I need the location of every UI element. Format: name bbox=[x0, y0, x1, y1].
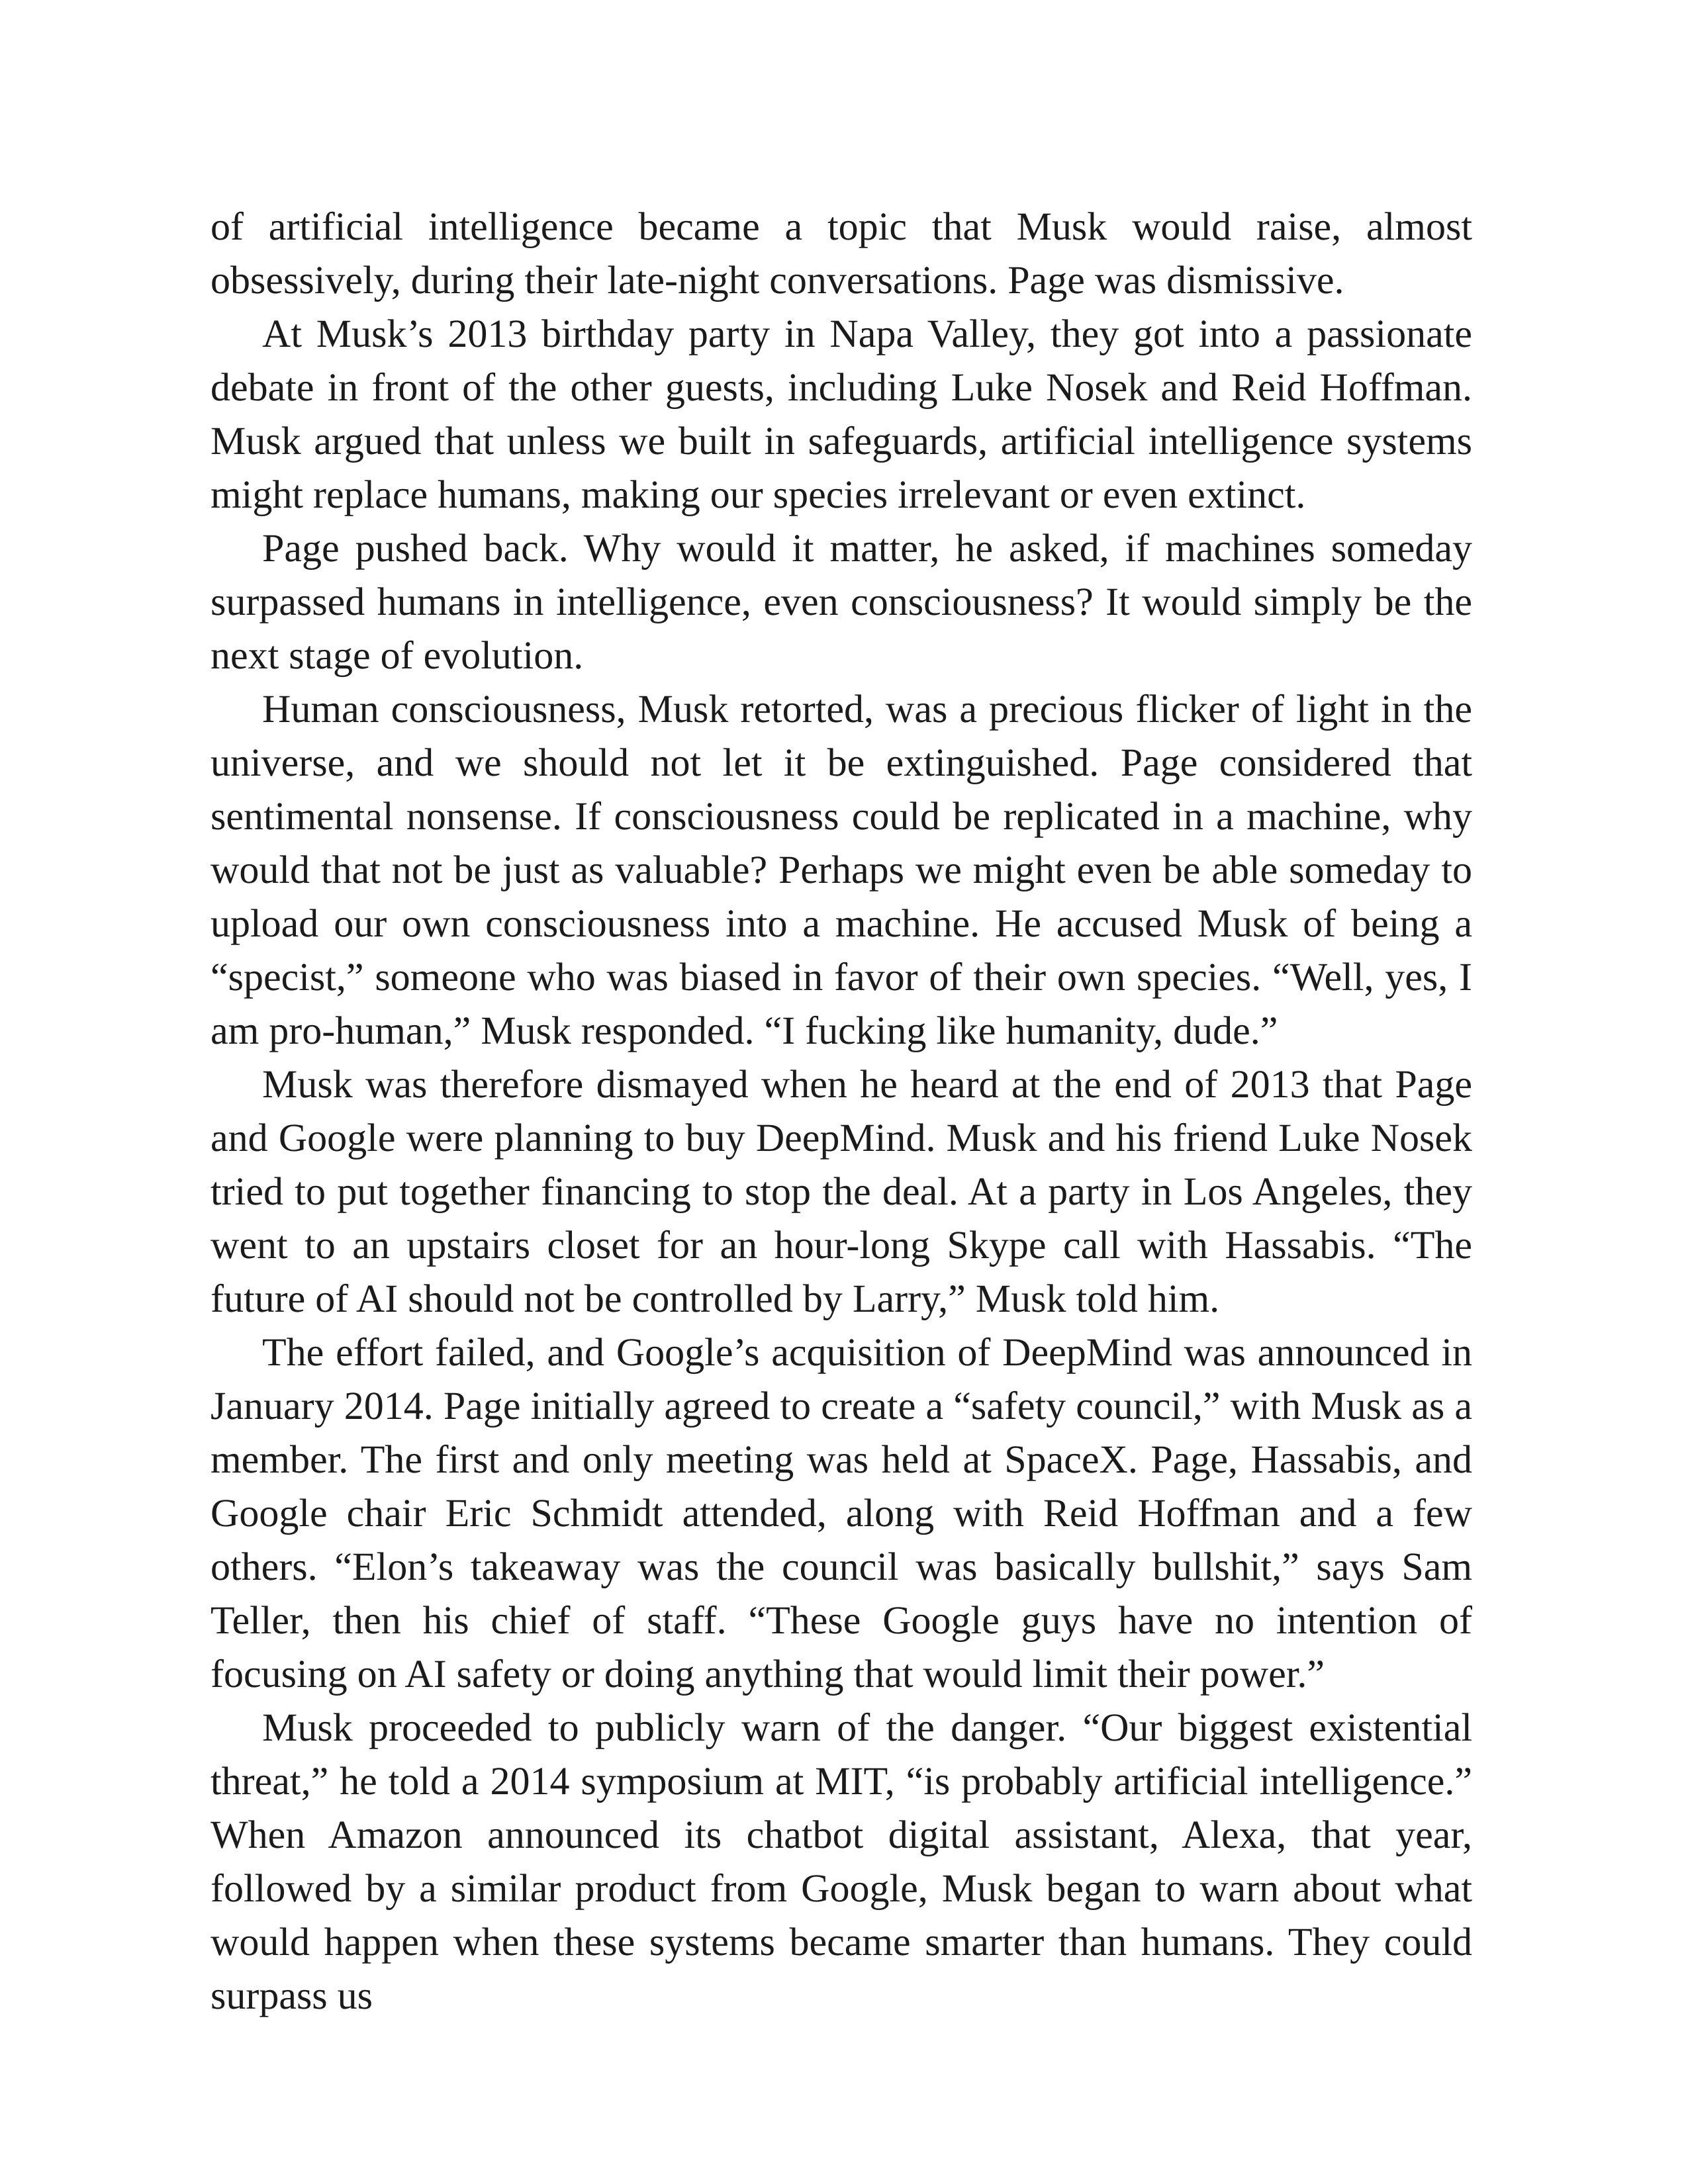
paragraph-human-consciousness: Human consciousness, Musk retorted, was a precious flicker of light in the universe, and we should not let it be extinguished. Page considered that sentimental nonsense. If consciousness could be replicated in a machine, why would that not be just as valuable? Perhaps we might even be able someday to upload our own consciousness into a machine. He accused Musk of being a “specist,” someone who was biased in favor of their own species. “Well, yes, I am pro-human,” Musk responded. “I fucking like humanity, dude.” bbox=[211, 687, 1472, 1052]
paragraph-public-warning: Musk proceeded to publicly warn of the danger. “Our biggest existential threat,” he told a 2014 symposium at MIT, “is probably artificial intelligence.” When Amazon announced its chatbot digital assistant, Alexa, that year, followed by a similar product from Google, Musk began to warn about what would happen when these systems became smarter than humans. They could surpass us bbox=[211, 1706, 1472, 2017]
paragraph-deepmind-purchase: Musk was therefore dismayed when he heard at the end of 2013 that Page and Google were planning to buy DeepMind. Musk and his friend Luke Nosek tried to put together financing to stop the deal. At a party in Los Angeles, they went to an upstairs closet for an hour-long Skype call with Hassabis. “The future of AI should not be controlled by Larry,” Musk told him. bbox=[211, 1062, 1472, 1320]
paragraph-birthday-debate: At Musk’s 2013 birthday party in Napa Valley, they got into a passionate debate in front of the other guests, including Luke Nosek and Reid Hoffman. Musk argued that unless we built in safeguards, artificial intelligence systems might replace humans, making our species irrelevant or even extinct. bbox=[211, 312, 1472, 516]
paragraph-page-pushed-back: Page pushed back. Why would it matter, he asked, if machines someday surpassed humans in intelligence, even consciousness? It would simply be the next stage of evolution. bbox=[211, 526, 1472, 677]
paragraph-safety-council: The effort failed, and Google’s acquisition of DeepMind was announced in January 2014. Page initially agreed to create a “safety council,” with Musk as a member. The first and only meeting was held at SpaceX. Page, Hassabis, and Google chair Eric Schmidt attended, along with Reid Hoffman and a few others. “Elon’s takeaway was the council was basically bullshit,” says Sam Teller, then his chief of staff. “These Google guys have no intention of focusing on AI safety or doing anything that would limit their power.” bbox=[211, 1330, 1472, 1696]
book-page-body bbox=[211, 200, 1472, 2023]
paragraph-continuation: of artificial intelligence became a topic that Musk would raise, almost obsessively, during their late-night conversations. Page was dismissive. bbox=[211, 205, 1472, 302]
